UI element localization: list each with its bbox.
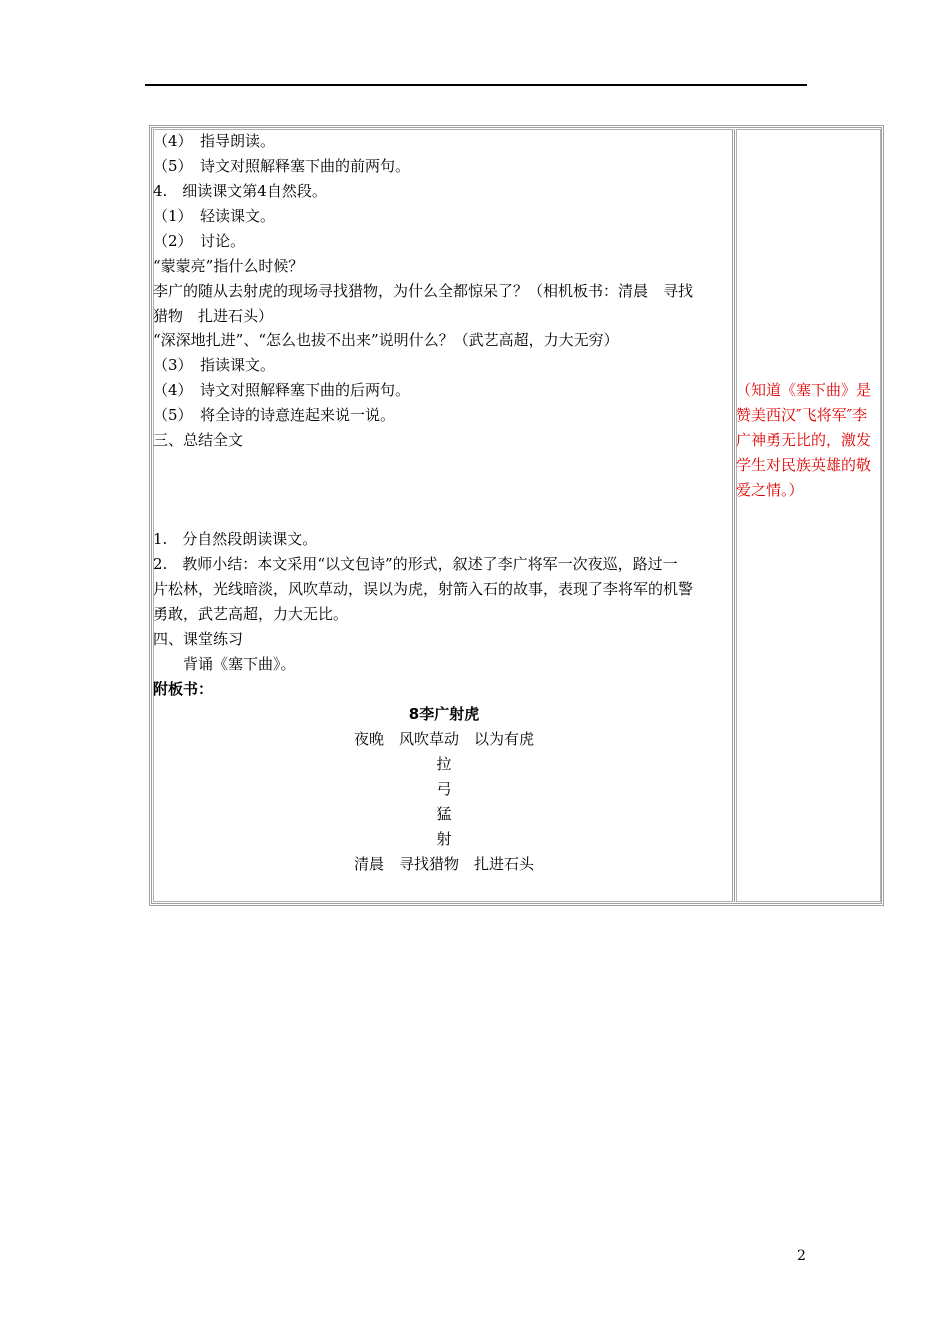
board-row: 清晨 寻找猎物 扎进石头 (353, 855, 534, 873)
content-line: “深深地扎进”、“怎么也拔不出来”说明什么？（武艺高超，力大无穷） (153, 331, 619, 349)
board-vertical-char: 拉 (436, 755, 452, 773)
content-line: 2. 教师小结：本文采用“以文包诗”的形式，叙述了李广将军一次夜巡，路过一 (153, 555, 678, 573)
board-vertical-char: 猛 (436, 805, 452, 823)
content-line: （3） 指读课文。 (153, 356, 276, 374)
content-line: （2） 讨论。 (153, 232, 246, 250)
page-number: 2 (797, 1248, 806, 1264)
content-line: 李广的随从去射虎的现场寻找猎物，为什么全都惊呆了？（相机板书：清晨 寻找 (153, 282, 694, 300)
content-line: （5） 将全诗的诗意连起来说一说。 (153, 406, 396, 424)
board-vertical-char: 射 (436, 830, 452, 848)
section-heading: 三、总结全文 (153, 431, 244, 449)
content-line: “蒙蒙亮”指什么时候？ (153, 257, 304, 275)
teaching-note: （知道《塞下曲》是赞美西汉″飞将军″李广神勇无比的，激发学生对民族英雄的敬爱之情。） (736, 381, 872, 499)
content-line: 勇敢，武艺高超，力大无比。 (153, 605, 349, 623)
board-row: 夜晚 风吹草动 以为有虎 (353, 730, 534, 748)
content-line: 4. 细读课文第4自然段。 (153, 182, 327, 200)
content-line: 1. 分自然段朗读课文。 (153, 530, 318, 548)
content-line: （4） 诗文对照解释塞下曲的后两句。 (153, 381, 411, 399)
section-heading: 四、课堂练习 (153, 630, 244, 648)
board-title: 8李广射虎 (408, 705, 480, 723)
content-line: （1） 轻读课文。 (153, 207, 276, 225)
content-line: 背诵《塞下曲》。 (153, 655, 296, 673)
content-line: 片松林，光线暗淡，风吹草动，误以为虎，射箭入石的故事，表现了李将军的机警 (153, 580, 694, 598)
board-vertical-char: 弓 (436, 780, 452, 798)
notes-column (736, 129, 881, 902)
content-line: 猎物 扎进石头） (153, 307, 274, 325)
content-line: （5） 诗文对照解释塞下曲的前两句。 (153, 157, 411, 175)
content-line: （4） 指导朗读。 (153, 132, 276, 150)
header-rule (145, 84, 807, 86)
board-heading: 附板书： (153, 680, 214, 698)
